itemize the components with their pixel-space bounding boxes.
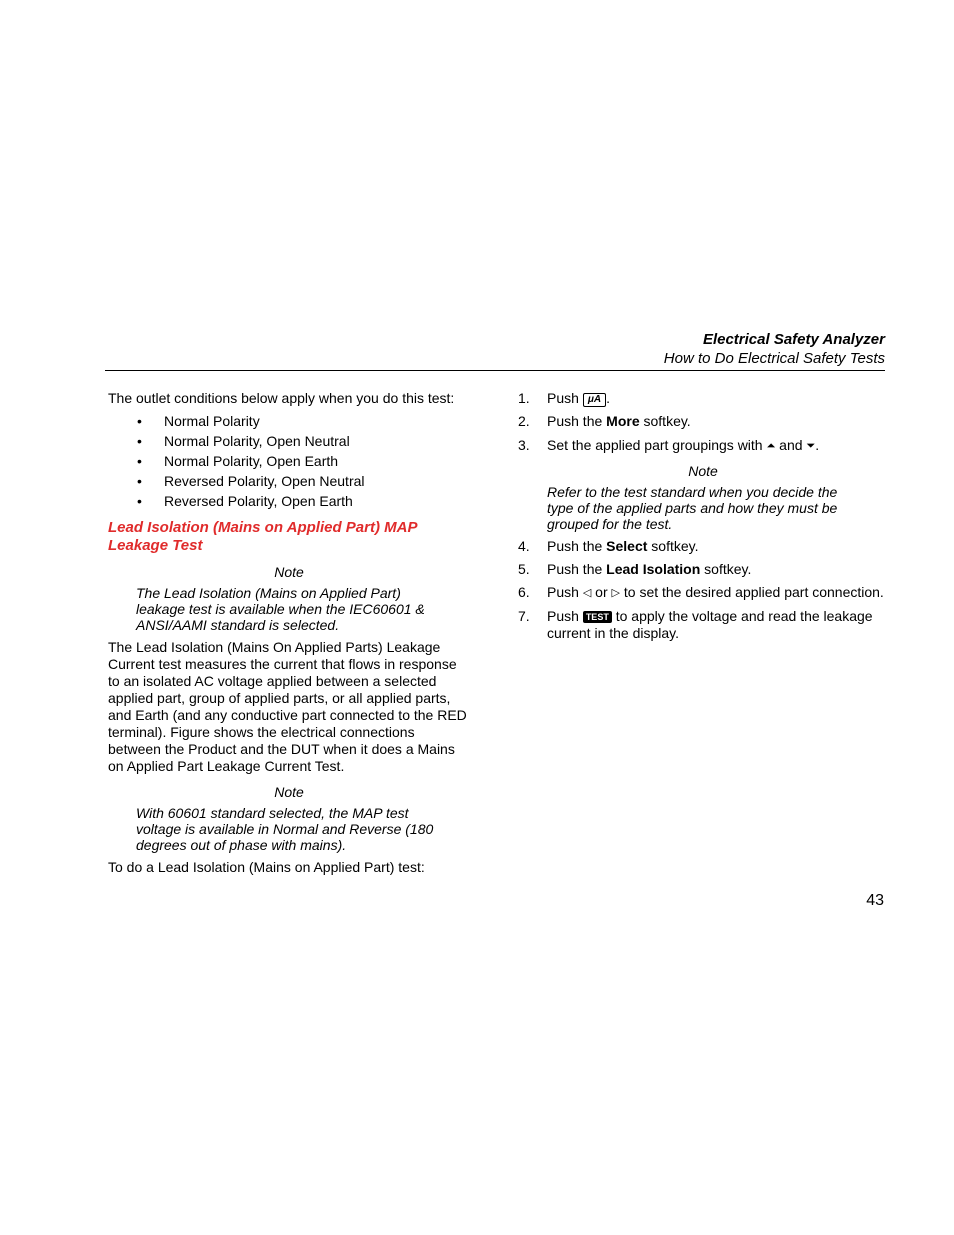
microamp-key-icon: μA — [583, 393, 606, 407]
softkey-name: Lead Isolation — [606, 561, 701, 577]
list-item-label: Normal Polarity — [164, 413, 260, 429]
step-item — [518, 390, 888, 413]
bullet-icon: • — [137, 453, 142, 469]
note-heading: Note — [274, 564, 304, 580]
procedure-steps — [518, 538, 888, 642]
note-line: grouped for the test. — [547, 516, 673, 532]
body-line: to an isolated AC voltage applied between a selected — [108, 673, 437, 689]
step-text: . — [815, 437, 820, 453]
section-title — [108, 519, 470, 555]
up-arrow-icon: ⏶ — [766, 440, 776, 452]
note-line: With 60601 standard selected, the MAP test — [136, 805, 409, 821]
note-heading: Note — [688, 463, 718, 479]
body-line: terminal). Figure shows the electrical connections — [108, 724, 415, 740]
list-item — [108, 413, 470, 433]
header-subtitle: How to Do Electrical Safety Tests — [663, 350, 885, 367]
note-line: leakage test is available when the IEC60601 & — [136, 601, 425, 617]
step-text: . — [606, 390, 610, 406]
body-line: applied part, group of applied parts, or all applied parts, — [108, 690, 451, 706]
step-text: current in the display. — [547, 625, 680, 641]
step-item — [518, 584, 888, 608]
page-number: 43 — [866, 892, 884, 909]
header-title: Electrical Safety Analyzer — [702, 331, 885, 348]
step-item — [518, 561, 888, 584]
body-line: on Applied Part Leakage Current Test. — [108, 758, 345, 774]
step-text: Push the — [547, 561, 607, 577]
step-item — [518, 437, 888, 461]
step-number: 7. — [518, 608, 530, 624]
note-heading: Note — [274, 784, 304, 800]
bullet-icon: • — [137, 413, 142, 429]
list-item — [108, 453, 470, 473]
left-arrow-icon: ◁ — [582, 587, 592, 599]
list-item — [108, 473, 470, 493]
step-item — [518, 413, 888, 437]
step-text: Push — [547, 390, 579, 406]
body-line: The Lead Isolation (Mains On Applied Parts) Leakage — [108, 639, 441, 655]
note-body — [547, 484, 888, 532]
note-line: degrees out of phase with mains). — [136, 837, 347, 853]
step-number: 3. — [518, 437, 530, 453]
note-line: The Lead Isolation (Mains on Applied Part) — [136, 585, 401, 601]
closing-text: To do a Lead Isolation (Mains on Applied Part) test: — [108, 859, 425, 875]
list-item-label: Reversed Polarity, Open Earth — [164, 493, 353, 509]
step-item — [518, 538, 888, 561]
step-text: and — [775, 437, 807, 453]
intro-text: The outlet conditions below apply when you do this test: — [108, 390, 455, 406]
step-number: 1. — [518, 390, 530, 406]
step-text: softkey. — [700, 561, 752, 577]
step-text: Push — [547, 608, 583, 624]
right-column — [518, 390, 888, 642]
note-line: type of the applied parts and how they must be — [547, 500, 838, 516]
softkey-name: More — [606, 413, 640, 429]
note-line: voltage is available in Normal and Reverse (180 — [136, 821, 434, 837]
step-text: Set the applied part groupings with — [547, 437, 767, 453]
list-item-label: Normal Polarity, Open Neutral — [164, 433, 350, 449]
list-item-label: Reversed Polarity, Open Neutral — [164, 473, 365, 489]
list-item-label: Normal Polarity, Open Earth — [164, 453, 339, 469]
bullet-icon: • — [137, 493, 142, 509]
step-text: to apply the voltage and read the leakage — [611, 608, 873, 624]
step-number: 4. — [518, 538, 530, 554]
bullet-icon: • — [137, 433, 142, 449]
body-line: and Earth (and any conductive part connected to the RED — [108, 707, 467, 723]
step-item — [518, 608, 888, 642]
step-text: softkey. — [647, 538, 699, 554]
procedure-steps — [518, 390, 888, 461]
list-item — [108, 433, 470, 453]
step-text: or — [591, 584, 612, 600]
body-line: Current test measures the current that flows in response — [108, 656, 457, 672]
note-body — [136, 585, 470, 633]
note-line: Refer to the test standard when you decide the — [547, 484, 838, 500]
step-number: 6. — [518, 584, 530, 600]
step-text: to set the desired applied part connection. — [619, 584, 884, 600]
step-number: 5. — [518, 561, 530, 577]
left-column — [108, 390, 470, 876]
step-text: Push — [547, 584, 583, 600]
step-number: 2. — [518, 413, 530, 429]
down-arrow-icon: ⏷ — [806, 440, 816, 452]
section-title-line: Leakage Test — [108, 537, 203, 554]
right-arrow-icon: ▷ — [611, 587, 620, 599]
step-text: Push the — [547, 413, 607, 429]
list-item — [108, 493, 470, 513]
note-line: ANSI/AAMI standard is selected. — [136, 617, 340, 633]
section-title-line: Lead Isolation (Mains on Applied Part) MAP — [108, 519, 418, 536]
step-text: Push the — [547, 538, 607, 554]
body-line: between the Product and the DUT when it does a Mains — [108, 741, 455, 757]
test-key-icon: TEST — [583, 611, 612, 623]
bullet-icon: • — [137, 473, 142, 489]
header-rule — [105, 370, 885, 371]
softkey-name: Select — [606, 538, 648, 554]
step-text: softkey. — [639, 413, 691, 429]
body-paragraph — [108, 639, 470, 775]
note-body — [136, 805, 470, 853]
outlet-conditions-list — [108, 413, 470, 513]
